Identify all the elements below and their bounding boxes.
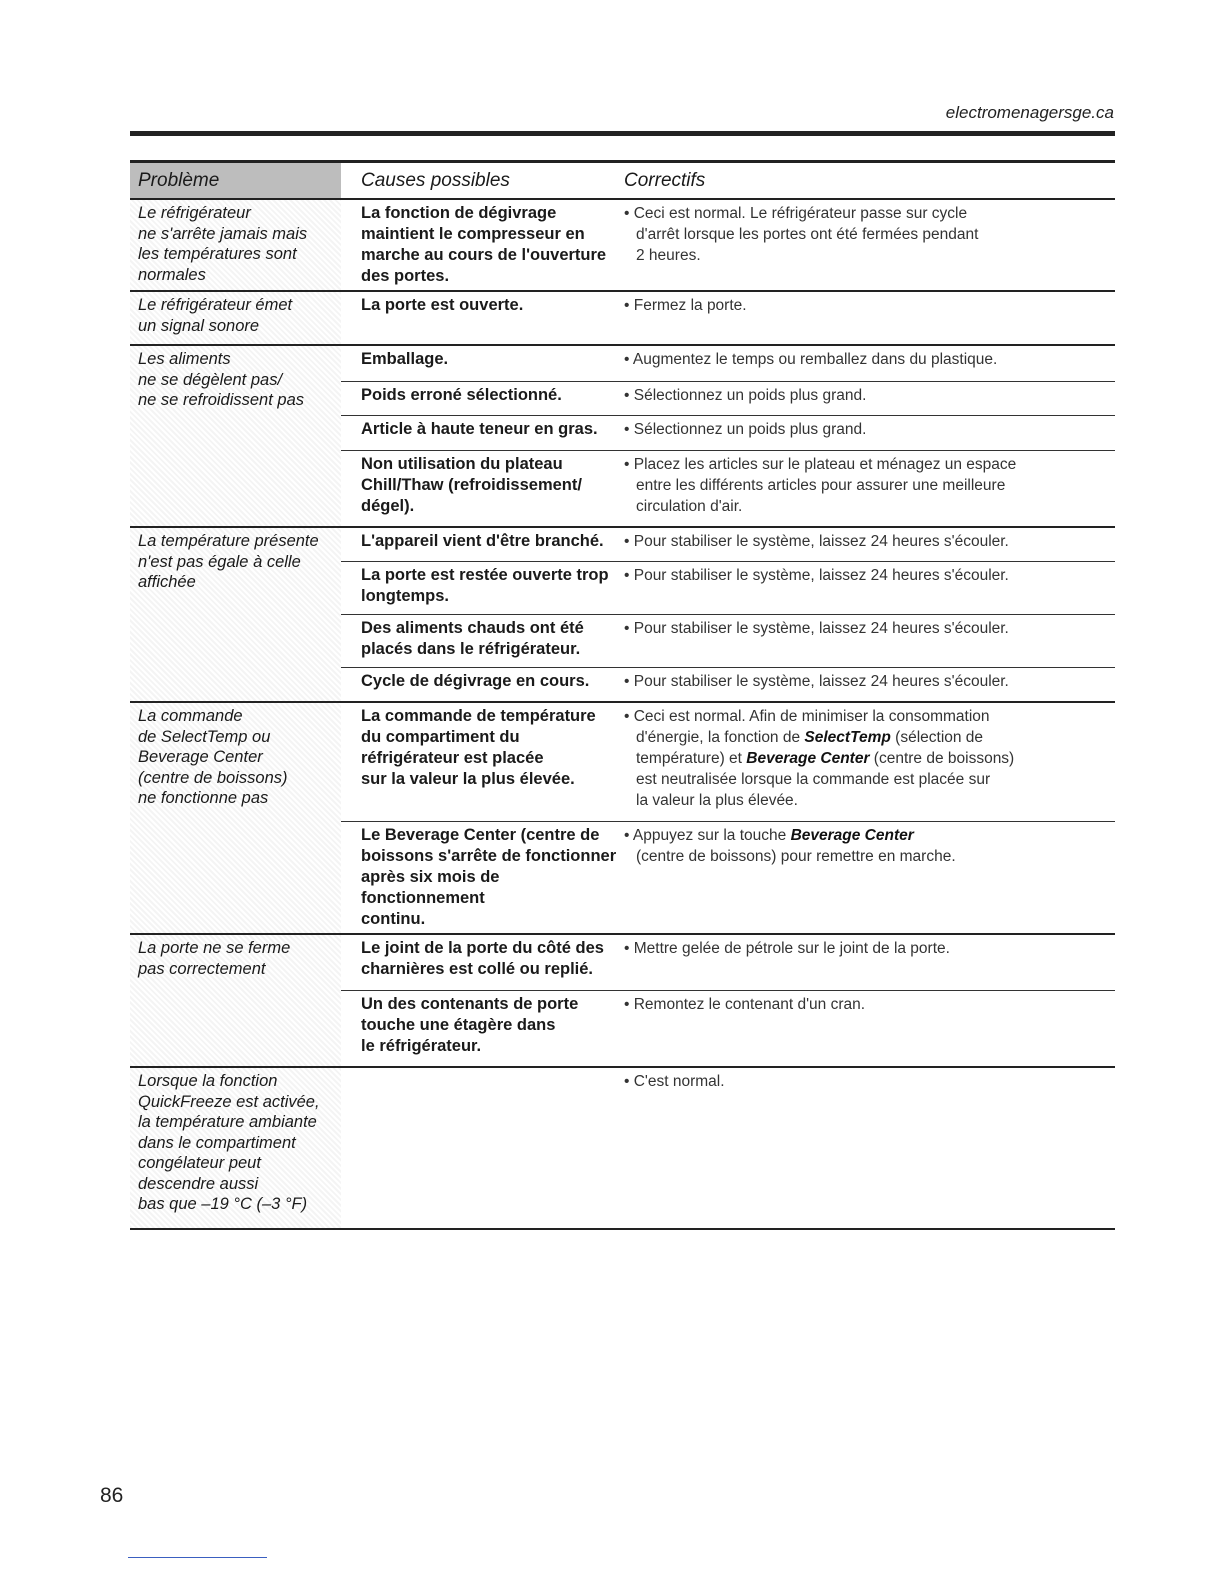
problem-line: ne s'arrête jamais mais bbox=[138, 224, 308, 243]
fix-line: d'arrêt lorsque les portes ont été fermées pendant bbox=[636, 226, 979, 243]
problem-line: La température présente bbox=[138, 532, 319, 550]
fix-text: • Appuyez sur la touche bbox=[624, 827, 791, 844]
fix-line bbox=[624, 825, 1115, 846]
fix-cell bbox=[624, 531, 1115, 558]
problem-line: Beverage Center bbox=[138, 748, 263, 766]
fix-line: est neutralisée lorsque la commande est placée sur bbox=[636, 771, 991, 788]
cause-cell bbox=[341, 295, 624, 341]
page-number: 86 bbox=[100, 1484, 124, 1507]
cause-line: Article à haute teneur en gras. bbox=[361, 420, 598, 438]
cause-cell bbox=[341, 706, 624, 818]
problem-cell bbox=[130, 200, 341, 290]
table-row bbox=[341, 450, 1115, 526]
problem-line: Les aliments bbox=[138, 350, 231, 368]
fix-line: • Ceci est normal. Afin de minimiser la consommation bbox=[624, 708, 990, 725]
fix-line: circulation d'air. bbox=[636, 498, 743, 515]
cause-line: réfrigérateur est placée bbox=[361, 749, 544, 767]
cause-rows bbox=[341, 346, 1115, 526]
problem-group bbox=[130, 935, 1115, 1068]
cause-line: marche au cours de l'ouverture bbox=[361, 246, 607, 264]
problem-line: QuickFreeze est activée, bbox=[138, 1092, 320, 1111]
feature-name: SelectTemp bbox=[804, 729, 891, 746]
fix-cell bbox=[624, 671, 1115, 698]
problem-group bbox=[130, 528, 1115, 703]
cause-line: Chill/Thaw (refroidissement/ bbox=[361, 476, 582, 494]
table-row bbox=[341, 614, 1115, 667]
cause-line: charnières est collé ou replié. bbox=[361, 960, 594, 978]
cause-line: après six mois de fonctionnement bbox=[361, 868, 500, 907]
fix-cell bbox=[624, 385, 1115, 412]
cause-line: le réfrigérateur. bbox=[361, 1037, 482, 1055]
cause-rows bbox=[341, 1068, 1115, 1228]
cause-rows bbox=[341, 528, 1115, 701]
header-fixes: Correctifs bbox=[624, 169, 706, 191]
fix-cell bbox=[624, 994, 1115, 1063]
fix-line: (centre de boissons) pour remettre en marche. bbox=[636, 848, 956, 865]
problem-group bbox=[130, 200, 1115, 292]
cause-line: touche une étagère dans bbox=[361, 1016, 556, 1034]
fix-text: d'énergie, la fonction de bbox=[636, 729, 805, 746]
cause-cell bbox=[341, 454, 624, 523]
problem-line: Lorsque la fonction bbox=[138, 1072, 278, 1090]
feature-name: Beverage Center bbox=[790, 827, 914, 844]
header-problem: Problème bbox=[130, 163, 341, 198]
problem-group bbox=[130, 346, 1115, 528]
table-row bbox=[341, 990, 1115, 1066]
website-url: electromenagersge.ca bbox=[945, 103, 1114, 122]
fix-line: • Fermez la porte. bbox=[624, 297, 747, 314]
problem-line: La porte ne se ferme bbox=[138, 939, 291, 957]
fix-line: • Sélectionnez un poids plus grand. bbox=[624, 421, 867, 438]
fix-line: • Ceci est normal. Le réfrigérateur passe sur cycle bbox=[624, 205, 968, 222]
cause-line: des portes. bbox=[361, 267, 450, 285]
cause-cell bbox=[341, 671, 624, 698]
table-row bbox=[341, 528, 1115, 561]
cause-cell bbox=[341, 531, 624, 558]
cause-line: Des aliments chauds ont été bbox=[361, 619, 584, 637]
problem-line: dans le compartiment bbox=[138, 1133, 296, 1152]
fix-cell bbox=[624, 618, 1115, 664]
cause-cell bbox=[341, 618, 624, 664]
cause-cell bbox=[341, 419, 624, 447]
cause-line: placés dans le réfrigérateur. bbox=[361, 640, 581, 658]
cause-rows bbox=[341, 935, 1115, 1066]
problem-line: bas que –19 °C (–3 °F) bbox=[138, 1195, 308, 1213]
cause-line: longtemps. bbox=[361, 587, 450, 605]
problem-cell bbox=[130, 935, 341, 1066]
problem-cell bbox=[130, 346, 341, 526]
cause-line: La porte est restée ouverte trop bbox=[361, 566, 609, 584]
footer-line bbox=[128, 1557, 267, 1558]
fix-cell bbox=[624, 419, 1115, 447]
fix-cell bbox=[624, 295, 1115, 341]
fix-line: • Sélectionnez un poids plus grand. bbox=[624, 387, 867, 404]
table-row bbox=[341, 381, 1115, 415]
cause-line: boissons s'arrête de fonctionner bbox=[361, 847, 617, 865]
fix-line: entre les différents articles pour assurer une meilleure bbox=[636, 477, 1006, 494]
fix-line bbox=[624, 748, 1115, 769]
cause-cell bbox=[341, 994, 624, 1063]
fix-line: • Pour stabiliser le système, laissez 24 heures s'écouler. bbox=[624, 567, 1009, 584]
fix-text: température) et bbox=[636, 750, 747, 767]
table-row bbox=[341, 415, 1115, 450]
problem-line: la température ambiante bbox=[138, 1113, 317, 1131]
fix-text: (centre de boissons) bbox=[869, 750, 1015, 767]
problem-line: de SelectTemp ou bbox=[138, 727, 271, 746]
problem-line: Le réfrigérateur émet bbox=[138, 296, 293, 314]
fix-line: • Pour stabiliser le système, laissez 24 heures s'écouler. bbox=[624, 533, 1009, 550]
fix-cell bbox=[624, 565, 1115, 611]
problem-cell bbox=[130, 292, 341, 344]
fix-cell bbox=[624, 349, 1115, 378]
cause-line: Poids erroné sélectionné. bbox=[361, 386, 562, 404]
cause-rows bbox=[341, 292, 1115, 344]
table-header bbox=[130, 160, 1115, 200]
cause-cell bbox=[341, 349, 624, 378]
problem-line: congélateur peut bbox=[138, 1154, 261, 1172]
feature-name: Beverage Center bbox=[746, 750, 870, 767]
problem-group bbox=[130, 292, 1115, 346]
fix-line: • Remontez le contenant d'un cran. bbox=[624, 996, 866, 1013]
table-row bbox=[341, 821, 1115, 933]
cause-cell bbox=[341, 565, 624, 611]
problem-line: ne se refroidissent pas bbox=[138, 391, 305, 409]
fix-line: • Augmentez le temps ou remballez dans du plastique. bbox=[624, 351, 998, 368]
fix-line: • Pour stabiliser le système, laissez 24 heures s'écouler. bbox=[624, 673, 1009, 690]
cause-line: Emballage. bbox=[361, 350, 449, 368]
table-row bbox=[341, 1068, 1115, 1228]
fix-cell bbox=[624, 706, 1115, 818]
troubleshooting-table bbox=[130, 160, 1115, 1230]
problem-line: Le réfrigérateur bbox=[138, 204, 251, 222]
problem-line: les températures sont bbox=[138, 245, 297, 263]
problem-line: normales bbox=[138, 265, 206, 284]
cause-line: Cycle de dégivrage en cours. bbox=[361, 672, 590, 690]
problem-line: ne fonctionne pas bbox=[138, 789, 269, 807]
cause-line: sur la valeur la plus élevée. bbox=[361, 770, 575, 788]
fix-line: • Pour stabiliser le système, laissez 24 heures s'écouler. bbox=[624, 620, 1009, 637]
fix-line: • Placez les articles sur le plateau et ménagez un espace bbox=[624, 456, 1017, 473]
problem-cell bbox=[130, 703, 341, 933]
cause-cell bbox=[341, 385, 624, 412]
problem-group bbox=[130, 703, 1115, 935]
problem-group bbox=[130, 1068, 1115, 1230]
cause-cell bbox=[341, 938, 624, 987]
cause-line: Un des contenants de porte bbox=[361, 995, 579, 1013]
problem-line: ne se dégèlent pas/ bbox=[138, 370, 283, 389]
fix-cell bbox=[624, 938, 1115, 987]
table-row bbox=[341, 200, 1115, 290]
cause-rows bbox=[341, 200, 1115, 290]
fix-cell bbox=[624, 1071, 1115, 1225]
table-row bbox=[341, 935, 1115, 990]
problem-line: descendre aussi bbox=[138, 1174, 259, 1193]
header-causes: Causes possibles bbox=[361, 169, 510, 191]
cause-line: L'appareil vient d'être branché. bbox=[361, 532, 604, 550]
cause-cell bbox=[341, 825, 624, 930]
cause-line: Le Beverage Center (centre de bbox=[361, 826, 600, 844]
table-row bbox=[341, 346, 1115, 381]
fix-line: 2 heures. bbox=[636, 247, 701, 264]
cause-line: La fonction de dégivrage bbox=[361, 204, 557, 222]
table-row bbox=[341, 667, 1115, 701]
problem-line: La commande bbox=[138, 707, 243, 725]
problem-cell bbox=[130, 528, 341, 701]
cause-line: Le joint de la porte du côté des bbox=[361, 939, 604, 957]
fix-text: (sélection de bbox=[890, 729, 984, 746]
cause-line: La commande de température bbox=[361, 707, 596, 725]
problem-line: pas correctement bbox=[138, 959, 266, 978]
cause-line: La porte est ouverte. bbox=[361, 296, 524, 314]
fix-cell bbox=[624, 203, 1115, 287]
cause-line: dégel). bbox=[361, 497, 415, 515]
table-row bbox=[341, 703, 1115, 821]
cause-cell bbox=[341, 1071, 624, 1225]
cause-line: du compartiment du bbox=[361, 728, 520, 746]
cause-line: maintient le compresseur en bbox=[361, 225, 585, 243]
fix-cell bbox=[624, 454, 1115, 523]
problem-cell bbox=[130, 1068, 341, 1228]
cause-cell bbox=[341, 203, 624, 287]
cause-rows bbox=[341, 703, 1115, 933]
problem-line: n'est pas égale à celle bbox=[138, 552, 301, 571]
fix-line: la valeur la plus élevée. bbox=[636, 792, 798, 809]
table-row bbox=[341, 292, 1115, 344]
fix-cell bbox=[624, 825, 1115, 930]
fix-line bbox=[624, 727, 1115, 748]
problem-line: affichée bbox=[138, 573, 196, 591]
table-body bbox=[130, 200, 1115, 1230]
table-row bbox=[341, 561, 1115, 614]
fix-line: • C'est normal. bbox=[624, 1073, 725, 1090]
cause-line: continu. bbox=[361, 910, 426, 928]
problem-line: un signal sonore bbox=[138, 316, 260, 335]
fix-line: • Mettre gelée de pétrole sur le joint de la porte. bbox=[624, 940, 950, 957]
cause-line: Non utilisation du plateau bbox=[361, 455, 563, 473]
problem-line: (centre de boissons) bbox=[138, 768, 288, 787]
header-rule bbox=[130, 131, 1115, 136]
